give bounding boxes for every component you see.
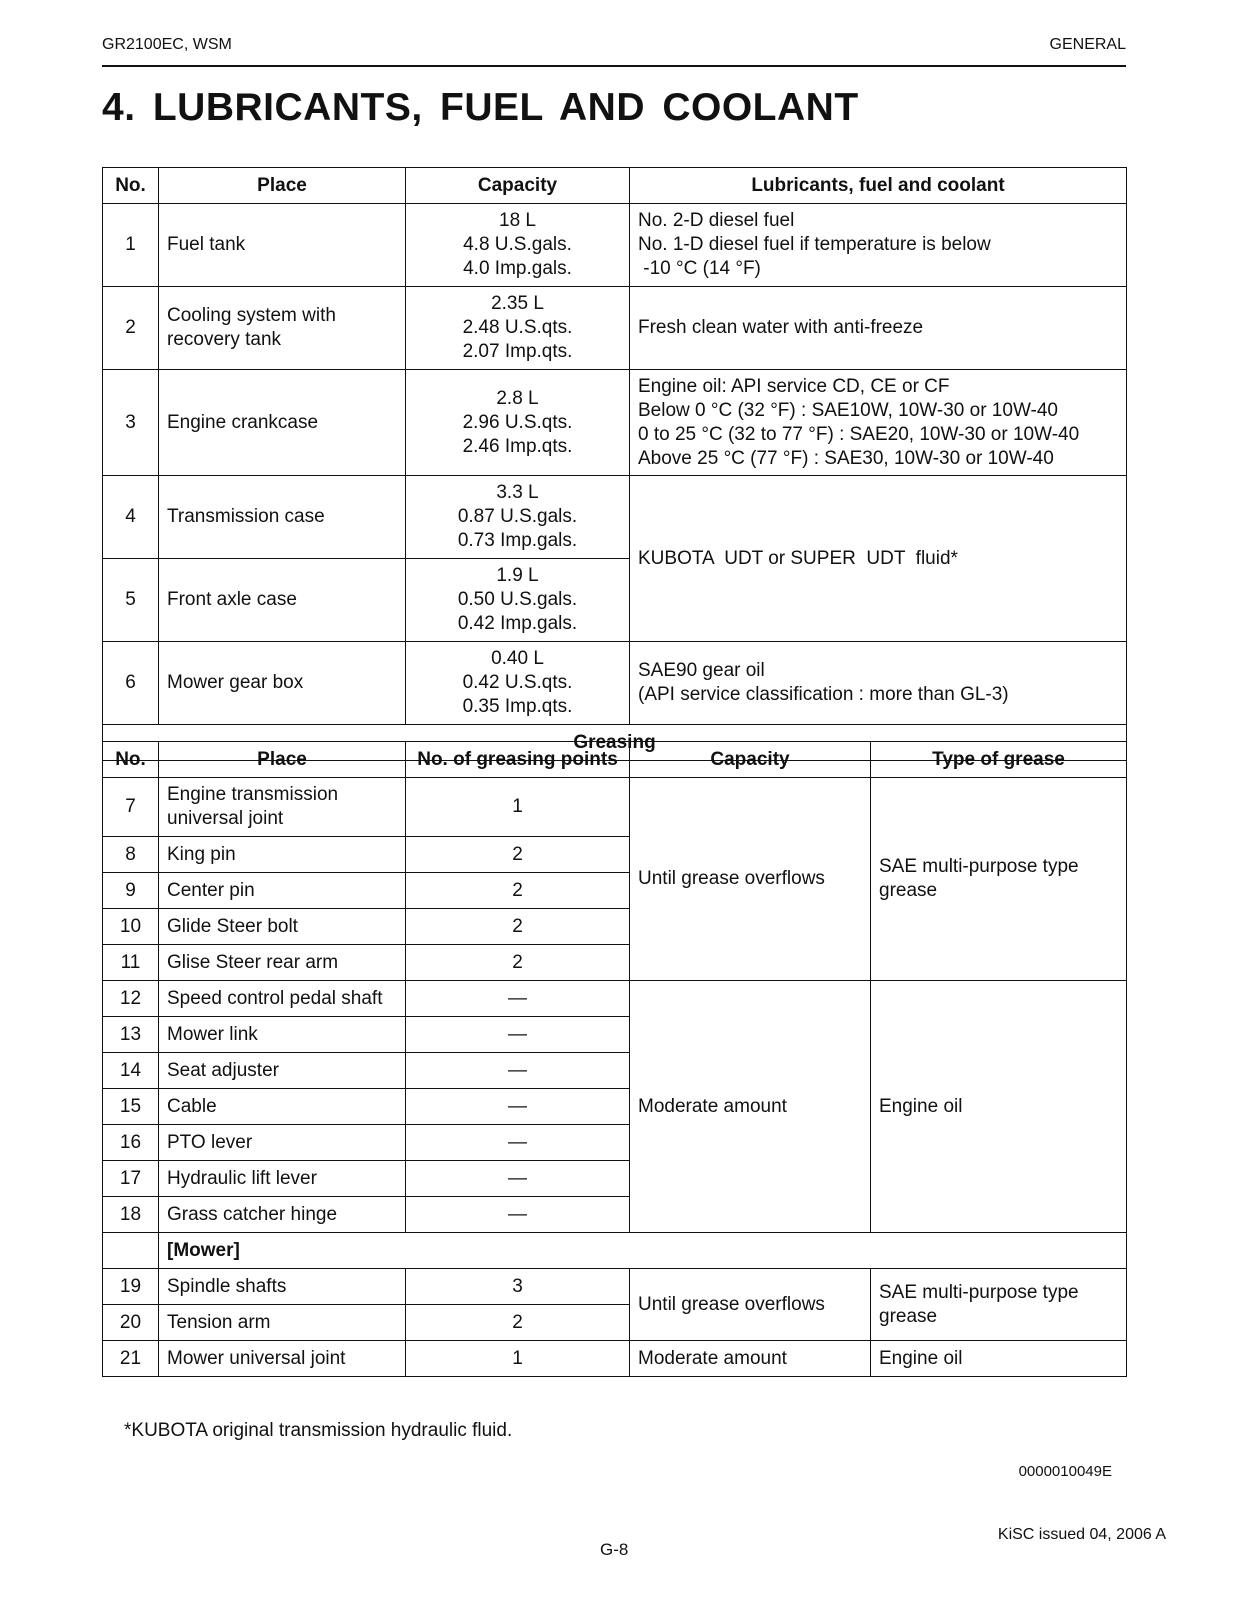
points-cell: 2	[406, 1305, 630, 1341]
table-row	[103, 370, 1127, 476]
row-number: 19	[103, 1269, 159, 1305]
row-number: 17	[103, 1161, 159, 1197]
place-cell: Front axle case	[159, 559, 406, 642]
place-cell: Seat adjuster	[159, 1053, 406, 1089]
table-row	[103, 1269, 1127, 1305]
row-number: 9	[103, 873, 159, 909]
points-cell: 1	[406, 1341, 630, 1377]
place-cell: Spindle shafts	[159, 1269, 406, 1305]
table-row	[103, 287, 1127, 370]
col-header-capacity: Capacity	[630, 742, 871, 778]
capacity-cell: Until grease overflows	[630, 778, 871, 981]
place-cell: Cable	[159, 1089, 406, 1125]
row-number: 6	[103, 642, 159, 725]
greasing-table	[102, 741, 1127, 1377]
points-cell: 2	[406, 945, 630, 981]
place-cell: Mower link	[159, 1017, 406, 1053]
footnote: *KUBOTA original transmission hydraulic fluid.	[124, 1420, 513, 1441]
lubricant-cell: No. 2-D diesel fuel No. 1-D diesel fuel if temperature is below -10 °C (14 °F)	[630, 204, 1127, 287]
capacity-cell: 2.8 L 2.96 U.S.qts. 2.46 Imp.qts.	[406, 370, 630, 476]
col-header-no: No.	[103, 742, 159, 778]
place-cell: Engine crankcase	[159, 370, 406, 476]
capacity-cell: Moderate amount	[630, 1341, 871, 1377]
points-cell: 1	[406, 778, 630, 837]
place-cell: Mower universal joint	[159, 1341, 406, 1377]
points-cell: —	[406, 1089, 630, 1125]
row-number: 20	[103, 1305, 159, 1341]
row-number: 13	[103, 1017, 159, 1053]
col-header-capacity: Capacity	[406, 168, 630, 204]
mower-subsection-row	[103, 1233, 1127, 1269]
points-cell: —	[406, 1017, 630, 1053]
capacity-cell: 3.3 L 0.87 U.S.gals. 0.73 Imp.gals.	[406, 476, 630, 559]
place-cell: PTO lever	[159, 1125, 406, 1161]
capacity-cell: 1.9 L 0.50 U.S.gals. 0.42 Imp.gals.	[406, 559, 630, 642]
row-number: 15	[103, 1089, 159, 1125]
lubricants-table	[102, 167, 1127, 761]
place-cell: Grass catcher hinge	[159, 1197, 406, 1233]
lubricant-cell: Engine oil: API service CD, CE or CF Below 0 °C (32 °F) : SAE10W, 10W-30 or 10W-40 0 to 25 °C (32 to 77 °F) : SAE20, 10W-30 or 10W-40 Above 25 °C (77 °F) : SAE30, 10W-30 or 10W-40	[630, 370, 1127, 476]
capacity-cell: 0.40 L 0.42 U.S.qts. 0.35 Imp.qts.	[406, 642, 630, 725]
issue-stamp: KiSC issued 04, 2006 A	[997, 1526, 1166, 1543]
points-cell: —	[406, 1161, 630, 1197]
points-cell: 2	[406, 873, 630, 909]
page-title: 4. LUBRICANTS, FUEL AND COOLANT	[102, 86, 859, 129]
table-row	[103, 1341, 1127, 1377]
col-header-greasing-points: No. of greasing points	[406, 742, 630, 778]
page-number: G-8	[600, 1540, 629, 1559]
place-cell: Engine transmission universal joint	[159, 778, 406, 837]
place-cell: Glide Steer bolt	[159, 909, 406, 945]
capacity-cell: 2.35 L 2.48 U.S.qts. 2.07 Imp.qts.	[406, 287, 630, 370]
greasing-section-title: Greasing	[103, 725, 1127, 761]
row-number: 3	[103, 370, 159, 476]
row-number: 8	[103, 837, 159, 873]
points-cell: 2	[406, 837, 630, 873]
header-model: GR2100EC, WSM	[102, 36, 232, 53]
place-cell: Transmission case	[159, 476, 406, 559]
place-cell: Center pin	[159, 873, 406, 909]
capacity-cell: Moderate amount	[630, 981, 871, 1233]
col-header-place: Place	[159, 742, 406, 778]
empty-number-cell	[103, 1233, 159, 1269]
row-number: 12	[103, 981, 159, 1017]
table-row	[103, 642, 1127, 725]
col-header-grease-type: Type of grease	[871, 742, 1127, 778]
points-cell: 2	[406, 909, 630, 945]
lubricant-cell: SAE90 gear oil (API service classification : more than GL-3)	[630, 642, 1127, 725]
points-cell: —	[406, 1197, 630, 1233]
row-number: 7	[103, 778, 159, 837]
points-cell: —	[406, 1053, 630, 1089]
document-code: 0000010049E	[1018, 1463, 1112, 1480]
col-header-lubricants: Lubricants, fuel and coolant	[630, 168, 1127, 204]
grease-type-cell: SAE multi-purpose type grease	[871, 1269, 1127, 1341]
capacity-cell: Until grease overflows	[630, 1269, 871, 1341]
place-cell: Mower gear box	[159, 642, 406, 725]
col-header-place: Place	[159, 168, 406, 204]
place-cell: Tension arm	[159, 1305, 406, 1341]
row-number: 18	[103, 1197, 159, 1233]
points-cell: 3	[406, 1269, 630, 1305]
place-cell: Speed control pedal shaft	[159, 981, 406, 1017]
table-header-row	[103, 742, 1127, 778]
row-number: 14	[103, 1053, 159, 1089]
grease-type-cell: Engine oil	[871, 981, 1127, 1233]
row-number: 16	[103, 1125, 159, 1161]
row-number: 11	[103, 945, 159, 981]
mower-subsection-label: [Mower]	[159, 1233, 1127, 1269]
place-cell: Fuel tank	[159, 204, 406, 287]
table-row	[103, 981, 1127, 1017]
grease-type-cell: SAE multi-purpose type grease	[871, 778, 1127, 981]
row-number: 5	[103, 559, 159, 642]
points-cell: —	[406, 1125, 630, 1161]
table-header-row	[103, 168, 1127, 204]
table-row	[103, 476, 1127, 559]
row-number: 1	[103, 204, 159, 287]
header-divider	[102, 65, 1126, 67]
lubricant-cell: Fresh clean water with anti-freeze	[630, 287, 1127, 370]
points-cell: —	[406, 981, 630, 1017]
place-cell: Cooling system with recovery tank	[159, 287, 406, 370]
header-section: GENERAL	[1049, 36, 1126, 53]
place-cell: King pin	[159, 837, 406, 873]
place-cell: Glise Steer rear arm	[159, 945, 406, 981]
place-cell: Hydraulic lift lever	[159, 1161, 406, 1197]
col-header-no: No.	[103, 168, 159, 204]
row-number: 10	[103, 909, 159, 945]
lubricant-cell: KUBOTA UDT or SUPER UDT fluid*	[630, 476, 1127, 642]
grease-type-cell: Engine oil	[871, 1341, 1127, 1377]
capacity-cell: 18 L 4.8 U.S.gals. 4.0 Imp.gals.	[406, 204, 630, 287]
row-number: 2	[103, 287, 159, 370]
row-number: 4	[103, 476, 159, 559]
row-number: 21	[103, 1341, 159, 1377]
table-row	[103, 204, 1127, 287]
table-row	[103, 778, 1127, 837]
